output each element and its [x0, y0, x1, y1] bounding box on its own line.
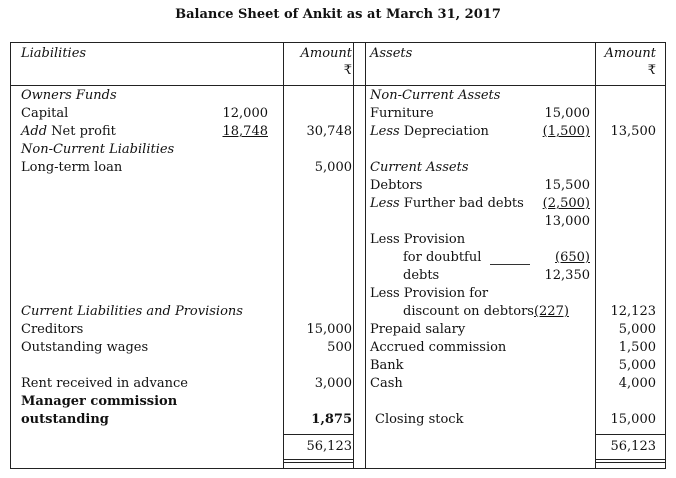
- prepaid-value: 5,000: [618, 322, 656, 337]
- bad-debts-label: Further bad debts: [399, 196, 524, 211]
- furniture-label: Furniture: [370, 106, 434, 121]
- bank-label: Bank: [370, 358, 404, 373]
- double-rule: [283, 462, 354, 463]
- less-label: Less: [370, 124, 400, 139]
- current-liabilities-heading: Current Liabilities and Provisions: [21, 304, 243, 319]
- non-current-liabilities-heading: Non-Current Liabilities: [21, 142, 175, 157]
- rent-value: 3,000: [314, 376, 352, 391]
- debtors-value: 15,500: [544, 178, 590, 193]
- manager-commission-label-cont: outstanding: [21, 412, 109, 427]
- rent-label: Rent received in advance: [21, 376, 188, 391]
- currency-symbol: ₹: [343, 63, 352, 78]
- cash-value: 4,000: [618, 376, 656, 391]
- column-divider: [595, 42, 596, 469]
- provision-label: Less Provision: [370, 232, 466, 247]
- furniture-net: 13,500: [610, 124, 656, 139]
- provision-value: (650): [555, 250, 590, 265]
- bank-value: 5,000: [618, 358, 656, 373]
- capital-label: Capital: [21, 106, 69, 121]
- manager-commission-label: Manager commission: [21, 394, 178, 409]
- column-divider: [353, 42, 354, 469]
- discount-provision-label: Less Provision for: [370, 286, 489, 301]
- depreciation-value: (1,500): [542, 124, 590, 139]
- accrued-label: Accrued commission: [370, 340, 507, 355]
- net-profit-label: Net profit: [47, 124, 116, 139]
- owners-funds-heading: Owners Funds: [21, 88, 117, 103]
- capital-value: 12,000: [222, 106, 268, 121]
- stock-value: 15,000: [610, 412, 656, 427]
- cash-label: Cash: [370, 376, 403, 391]
- furniture-value: 15,000: [544, 106, 590, 121]
- debtors-after-provision: 12,350: [544, 268, 590, 283]
- header-rule: [10, 85, 666, 86]
- debtors-net: 12,123: [610, 304, 656, 319]
- assets-total: 56,123: [610, 439, 656, 454]
- total-rule: [595, 434, 666, 435]
- creditors-label: Creditors: [21, 322, 84, 337]
- manager-commission-value: 1,875: [311, 412, 352, 427]
- depreciation-row: [370, 124, 489, 139]
- provision-label-cont: for doubtful: [403, 250, 482, 265]
- loan-label: Long-term loan: [21, 160, 123, 175]
- discount-provision-label-cont: discount on debtors: [403, 304, 534, 319]
- page-title: Balance Sheet of Ankit as at March 31, 2017: [175, 7, 501, 22]
- liabilities-total: 56,123: [306, 439, 352, 454]
- double-rule: [283, 459, 354, 460]
- depreciation-label: Depreciation: [399, 124, 489, 139]
- column-divider: [283, 42, 284, 469]
- assets-header: Assets: [370, 46, 413, 61]
- creditors-value: 15,000: [306, 322, 352, 337]
- accrued-value: 1,500: [618, 340, 656, 355]
- liabilities-header: Liabilities: [21, 46, 87, 61]
- less-label: Less: [370, 196, 400, 211]
- wages-value: 500: [327, 340, 352, 355]
- total-rule: [283, 434, 354, 435]
- bad-debts-value: (2,500): [542, 196, 590, 211]
- discount-provision-row: [403, 304, 569, 319]
- prepaid-label: Prepaid salary: [370, 322, 466, 337]
- wages-label: Outstanding wages: [21, 340, 149, 355]
- amount-header: Amount: [604, 46, 656, 61]
- loan-value: 5,000: [314, 160, 352, 175]
- double-rule: [595, 462, 666, 463]
- add-label: Add: [21, 124, 48, 139]
- bad-debts-row: [370, 196, 524, 211]
- net-profit-value: 18,748: [222, 124, 268, 139]
- current-assets-heading: Current Assets: [370, 160, 469, 175]
- net-profit-row: [21, 124, 116, 139]
- capital-total: 30,748: [306, 124, 352, 139]
- debtors-after-bad-debts: 13,000: [544, 214, 590, 229]
- column-divider: [365, 42, 366, 469]
- debtors-label: Debtors: [370, 178, 423, 193]
- discount-provision-value: (227): [533, 304, 569, 319]
- provision-label-end: debts: [403, 268, 440, 283]
- non-current-assets-heading: Non-Current Assets: [370, 88, 501, 103]
- double-rule: [595, 459, 666, 460]
- stock-label: Closing stock: [375, 412, 464, 427]
- amount-header: Amount: [300, 46, 352, 61]
- currency-symbol: ₹: [647, 63, 656, 78]
